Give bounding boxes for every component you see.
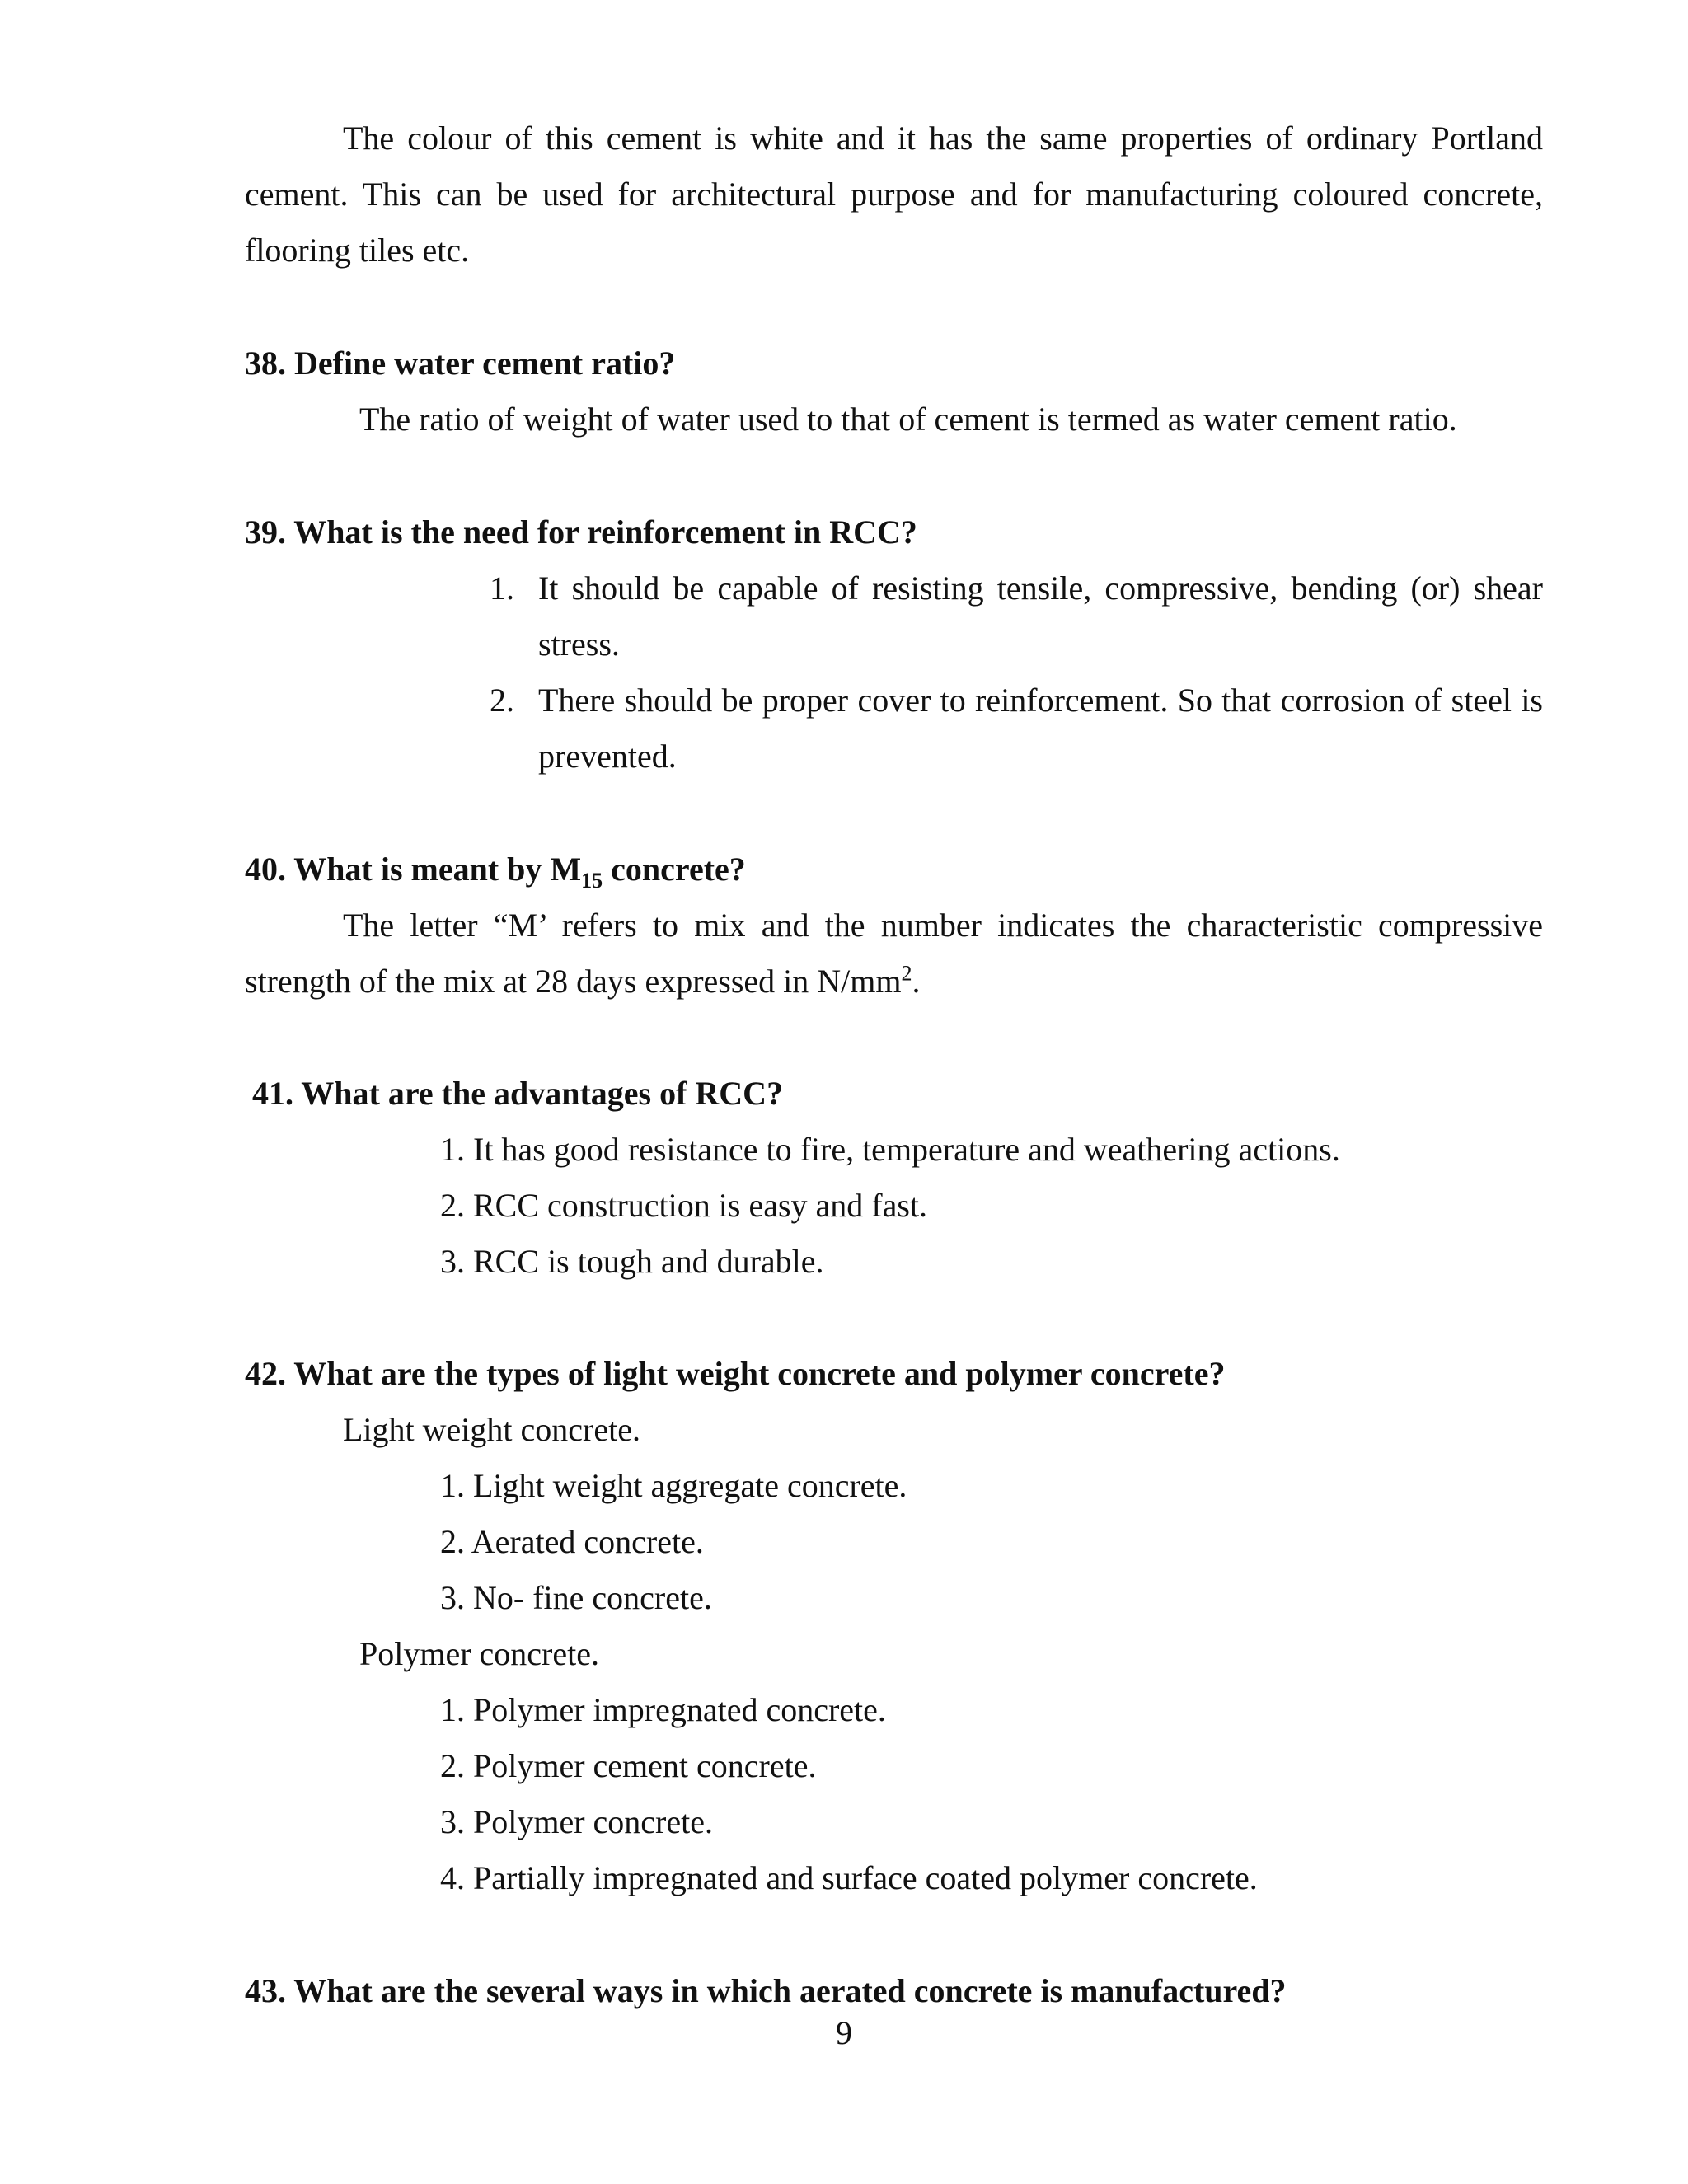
q39-item-2-line-2: prevented. bbox=[538, 738, 677, 775]
question-40-title-prefix: 40. What is meant by M bbox=[245, 851, 582, 888]
question-40-answer-line-2-suffix: . bbox=[912, 963, 921, 1000]
q42-group-2-label: Polymer concrete. bbox=[359, 1635, 599, 1672]
question-40-title-subscript: 15 bbox=[581, 869, 603, 893]
question-38-title: 38. Define water cement ratio? bbox=[245, 344, 676, 382]
q42-group-1-item-1: 1. Light weight aggregate concrete. bbox=[440, 1467, 907, 1504]
question-40-answer-line-2 bbox=[245, 962, 921, 1001]
q39-item-1-number: 1. bbox=[490, 569, 514, 607]
q39-item-1-line-2: stress. bbox=[538, 626, 620, 663]
q41-item-1: 1. It has good resistance to fire, temperature and weathering actions. bbox=[440, 1131, 1340, 1168]
q41-item-3: 3. RCC is tough and durable. bbox=[440, 1243, 824, 1280]
question-41-title: 41. What are the advantages of RCC? bbox=[252, 1075, 784, 1112]
q42-group-1-item-3: 3. No- fine concrete. bbox=[440, 1579, 712, 1616]
q42-group-2-item-4: 4. Partially impregnated and surface coated polymer concrete. bbox=[440, 1859, 1258, 1896]
q41-item-2: 2. RCC construction is easy and fast. bbox=[440, 1187, 928, 1224]
question-39-title: 39. What is the need for reinforcement in RCC? bbox=[245, 513, 917, 551]
intro-line-2: cement. This can be used for architectural purpose and for manufacturing coloured concrete, bbox=[245, 176, 1543, 213]
question-38-answer: The ratio of weight of water used to that of cement is termed as water cement ratio. bbox=[359, 401, 1457, 438]
q39-item-1-line-1: It should be capable of resisting tensile, compressive, bending (or) shear bbox=[538, 569, 1543, 607]
question-40-title-suffix: concrete? bbox=[603, 851, 746, 888]
question-43-title: 43. What are the several ways in which aerated concrete is manufactured? bbox=[245, 1972, 1287, 2009]
q42-group-1-item-2: 2. Aerated concrete. bbox=[440, 1523, 704, 1560]
question-40-title bbox=[245, 850, 746, 893]
question-40-answer-line-2-text: strength of the mix at 28 days expressed in N/mm bbox=[245, 963, 902, 1000]
q42-group-2-item-1: 1. Polymer impregnated concrete. bbox=[440, 1691, 886, 1728]
question-40-answer-superscript: 2 bbox=[901, 961, 912, 986]
question-42-title: 42. What are the types of light weight concrete and polymer concrete? bbox=[245, 1355, 1226, 1392]
q42-group-1-label: Light weight concrete. bbox=[343, 1411, 640, 1448]
intro-line-1: The colour of this cement is white and it has the same properties of ordinary Portland bbox=[343, 120, 1543, 157]
q42-group-2-item-3: 3. Polymer concrete. bbox=[440, 1803, 713, 1840]
page-number: 9 bbox=[836, 2014, 852, 2051]
intro-line-3: flooring tiles etc. bbox=[245, 232, 470, 269]
q39-item-2-line-1: There should be proper cover to reinforcement. So that corrosion of steel is bbox=[538, 682, 1543, 719]
question-40-answer-line-1: The letter “M’ refers to mix and the number indicates the characteristic compressive bbox=[343, 907, 1543, 944]
q39-item-2-number: 2. bbox=[490, 682, 514, 719]
q42-group-2-item-2: 2. Polymer cement concrete. bbox=[440, 1747, 817, 1784]
